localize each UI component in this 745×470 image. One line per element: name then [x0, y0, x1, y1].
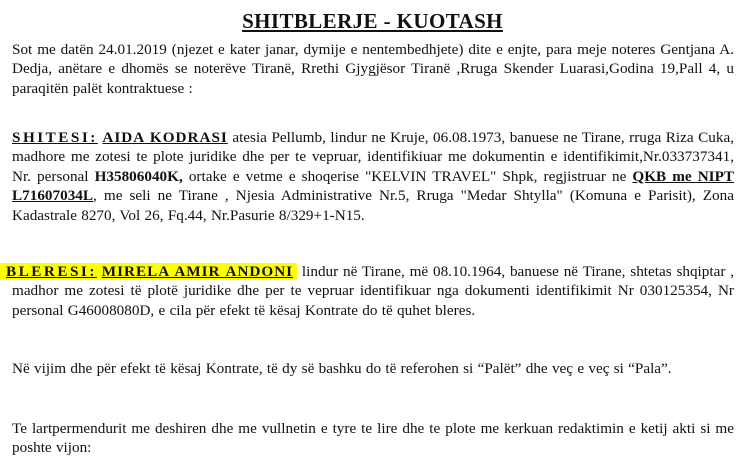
intro-paragraph: Sot me datën 24.01.2019 (njezet e kater janar, dymije e nentembedhjete) dite e enjte, para meje noteres Gentjana A. Dedja, anëtare e dhomës se noterëve Tiranë, Rrethi Gjygjësor Tiranë ,Rruga Skender Luarasi,Godina 19,Pall 4, u paraqitën palët kontraktuese :: [12, 41, 734, 97]
buyer-paragraph: [6, 262, 735, 320]
seller-details-a: atesia Pellumb, lindur ne Kruje, 06.08.1973, banuese ne Tirane, rruga Riza Cuka, madhore me zotesi te plote juridike dhe per te vepruar, identifikiuar me dokumentin e identifikimit,Nr.033737341, Nr. personal: [12, 129, 734, 185]
seller-personal-number: H35806040K,: [94, 167, 183, 185]
seller-paragraph: [12, 128, 734, 225]
document-title: SHITBLERJE - KUOTASH: [242, 9, 503, 33]
buyer-details: lindur në Tirane, më 08.10.1964, banuese në Tirane, shtetas shqiptar , madhor me zotesi të plotë juridike dhe per te vepruar identifikuar nga dokumenti identifikimit Nr 030125354, Nr personal G46008080D, e cila për efekt të kësaj Kontrate do të quhet bleres.: [12, 263, 735, 319]
buyer-highlight: [0, 263, 297, 280]
closing-paragraph: Te lartpermendurit me deshiren dhe me vullnetin e tyre te lire dhe te plote me kerkuan redaktimin e ketij akti si me poshte vijon:: [12, 420, 734, 457]
seller-name: AIDA KODRASI: [102, 129, 228, 146]
seller-company-nipt: QKB me NIPT L71607034L: [12, 167, 734, 205]
seller-details-c: , me seli ne Tirane , Njesia Administrative Nr.5, Rruga "Medar Shtylla" (Komuna e Parisit), Zona Kadastrale 8270, Vol 26, Fq.44, Nr.Pasurie 8/329+1-N15.: [12, 187, 734, 224]
buyer-role-label: BLERESI:: [6, 263, 97, 280]
parties-clause-paragraph: Në vijim dhe për efekt të kësaj Kontrate, të dy së bashku do të referohen si “Palët” dhe veç e veç si “Pala”.: [12, 360, 672, 377]
seller-details-b: ortake e vetme e shoqerise "KELVIN TRAVEL" Shpk, regjistruar ne: [182, 167, 633, 185]
seller-role-label: SHITESI:: [12, 129, 98, 146]
buyer-name: MIRELA AMIR ANDONI: [101, 263, 294, 280]
